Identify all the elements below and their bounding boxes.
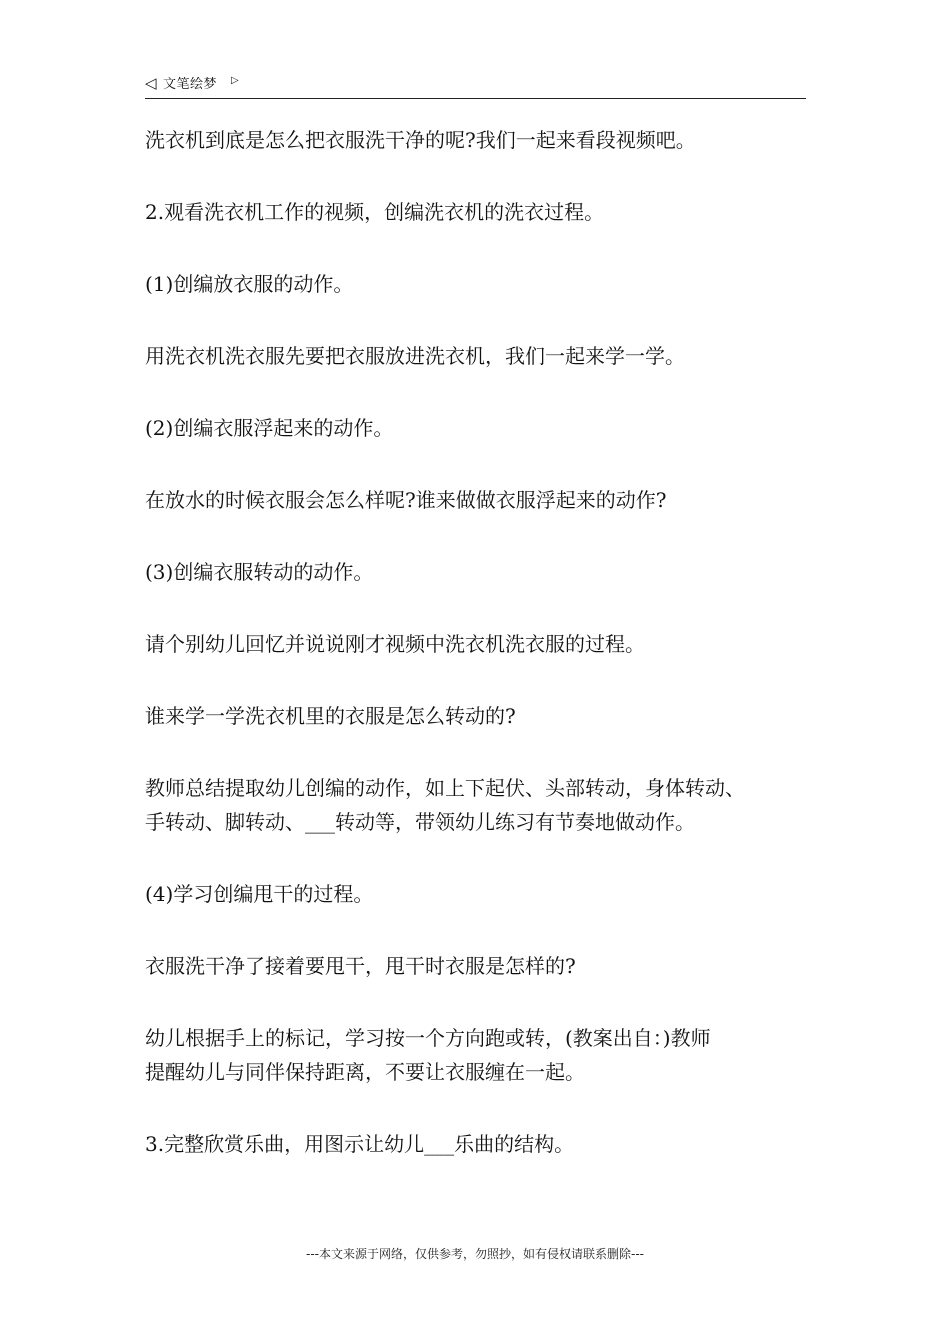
- paragraph: (1)创编放衣服的动作。: [145, 272, 354, 296]
- document-body: [145, 123, 815, 1199]
- paragraph-multiline: [145, 1021, 815, 1089]
- paragraph-line: 教师总结提取幼儿创编的动作，如上下起伏、头部转动，身体转动、: [145, 776, 745, 800]
- paragraph: 洗衣机到底是怎么把衣服洗干净的呢?我们一起来看段视频吧。: [145, 128, 696, 152]
- paragraph: (3)创编衣服转动的动作。: [145, 560, 374, 584]
- paragraph: 衣服洗干净了接着要甩干，甩干时衣服是怎样的?: [145, 954, 576, 978]
- paragraph: 在放水的时候衣服会怎么样呢?谁来做做衣服浮起来的动作?: [145, 488, 667, 512]
- paragraph-line: 幼儿根据手上的标记，学习按一个方向跑或转，(教案出自：)教师: [145, 1026, 711, 1050]
- paragraph: 2.观看洗衣机工作的视频，创编洗衣机的洗衣过程。: [145, 200, 605, 224]
- paragraph: 请个别幼儿回忆并说说刚才视频中洗衣机洗衣服的过程。: [145, 632, 645, 656]
- paragraph: 3.完整欣赏乐曲，用图示让幼儿___乐曲的结构。: [145, 1132, 575, 1156]
- right-triangle-icon: ▷: [231, 75, 239, 86]
- left-triangle-icon: ◁: [145, 74, 157, 92]
- paragraph-multiline: [145, 771, 815, 839]
- paragraph: (4)学习创编甩干的过程。: [145, 882, 374, 906]
- paragraph: 谁来学一学洗衣机里的衣服是怎么转动的?: [145, 704, 516, 728]
- page-footer-disclaimer: ---本文来源于网络，仅供参考，勿照抄，如有侵权请联系删除---: [306, 1247, 644, 1261]
- paragraph-line: 手转动、脚转动、___转动等，带领幼儿练习有节奏地做动作。: [145, 810, 695, 834]
- page-header: [145, 72, 806, 99]
- paragraph-line: 提醒幼儿与同伴保持距离，不要让衣服缠在一起。: [145, 1060, 585, 1084]
- header-brand: 文笔绘梦: [163, 77, 218, 92]
- paragraph: 用洗衣机洗衣服先要把衣服放进洗衣机，我们一起来学一学。: [145, 344, 685, 368]
- paragraph: (2)创编衣服浮起来的动作。: [145, 416, 394, 440]
